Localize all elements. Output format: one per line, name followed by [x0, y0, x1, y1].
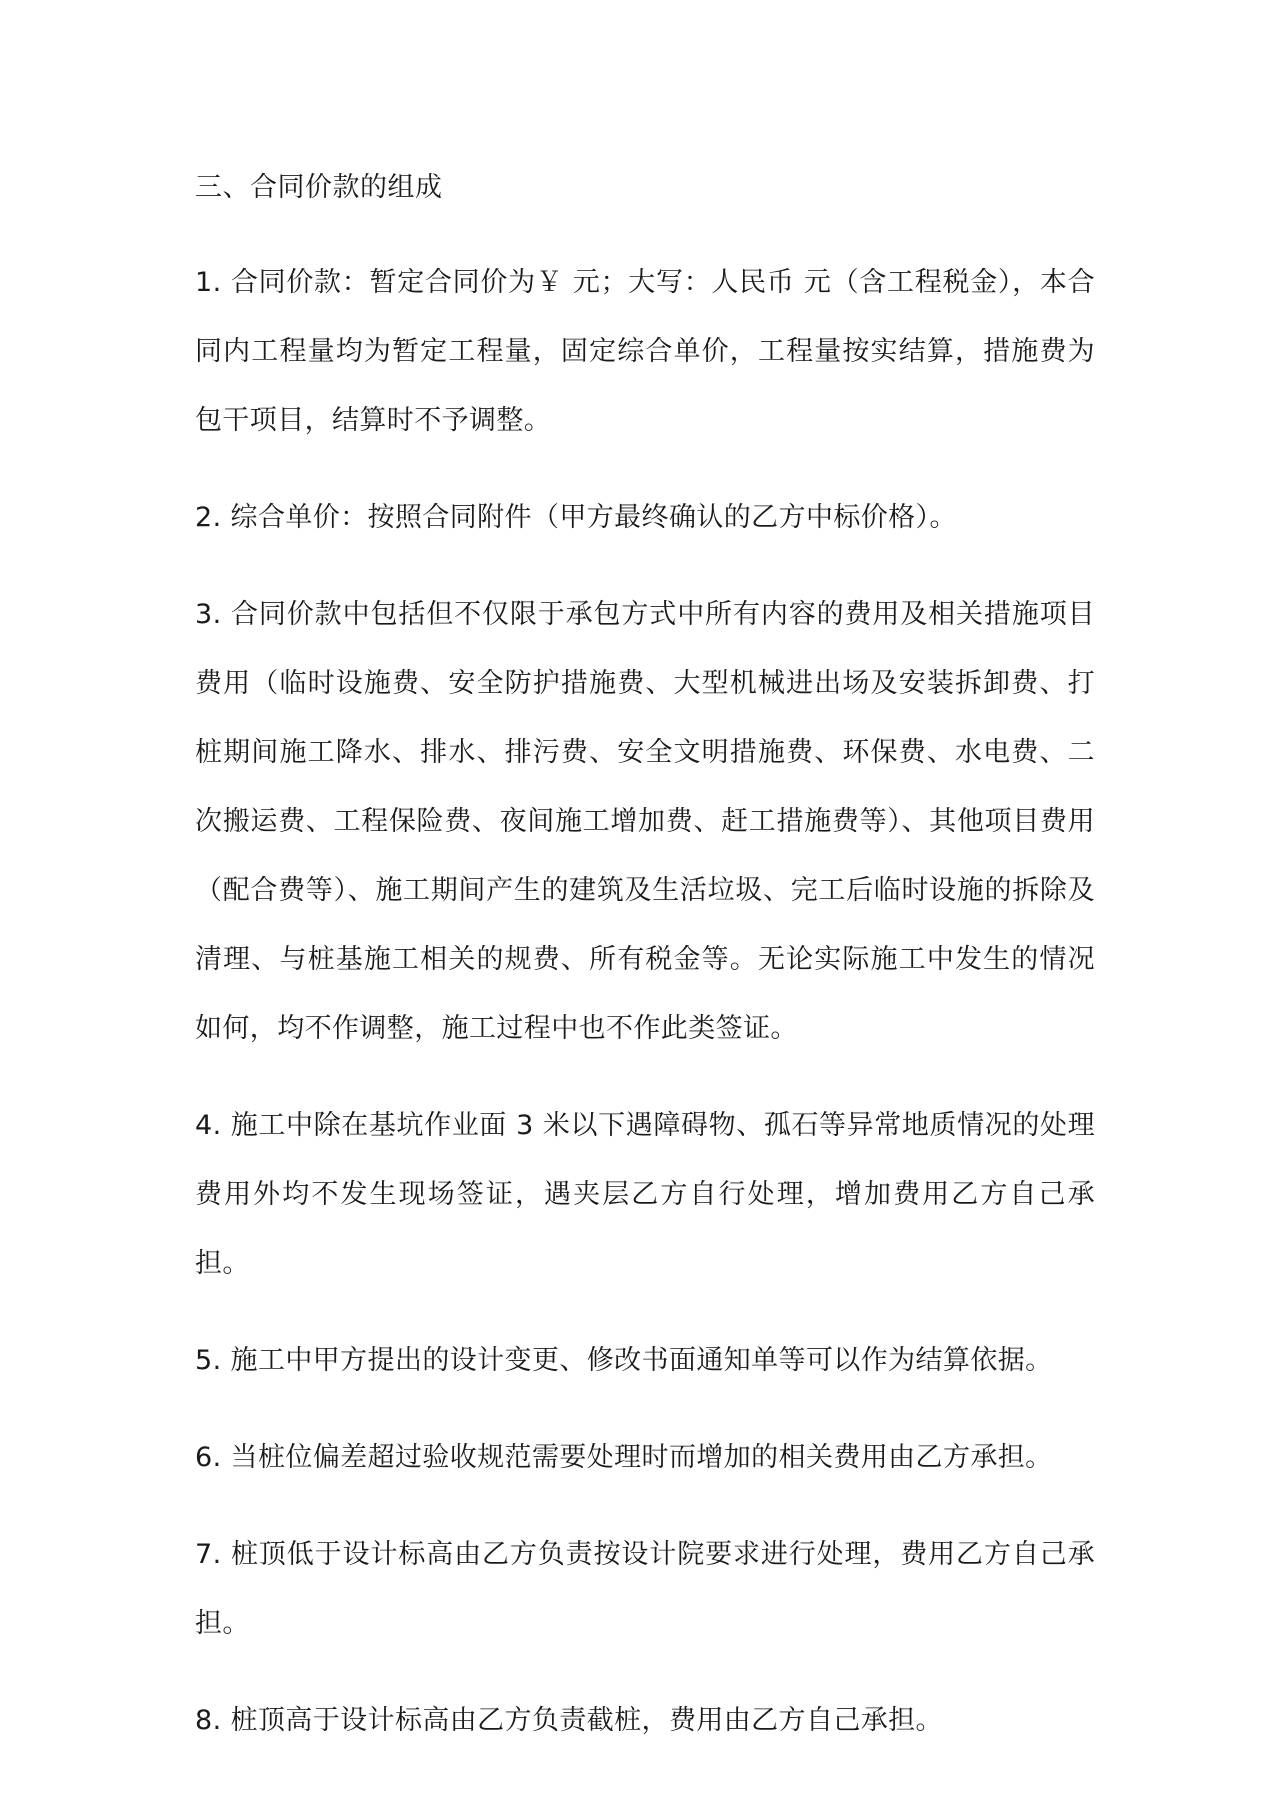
clause-text: 施工中甲方提出的设计变更、修改书面通知单等可以作为结算依据。: [230, 1345, 1053, 1376]
clause-text: 施工中除在基坑作业面 3 米以下遇障碍物、孤石等异常地质情况的处理费用外均不发生现场签证，遇夹层乙方自行处理，增加费用乙方自己承担。: [195, 1110, 1095, 1279]
clause-3: [195, 580, 1095, 1063]
clause-6: [195, 1423, 1095, 1492]
clause-2: [195, 483, 1095, 552]
clause-number: 5.: [195, 1345, 231, 1376]
clause-8: [195, 1686, 1095, 1755]
clause-5: [195, 1326, 1095, 1395]
document-body: [195, 168, 1095, 1783]
clause-number: 1.: [195, 267, 231, 298]
clause-text: 当桩位偏差超过验收规范需要处理时而增加的相关费用由乙方承担。: [230, 1442, 1053, 1473]
clause-number: 8.: [195, 1705, 231, 1736]
clause-number: 6.: [195, 1442, 231, 1473]
clause-text: 桩顶高于设计标高由乙方负责截桩，费用由乙方自己承担。: [230, 1705, 943, 1736]
clause-1: [195, 248, 1095, 455]
clause-text: 合同价款中包括但不仅限于承包方式中所有内容的费用及相关措施项目费用（临时设施费、安全防护措施费、大型机械进出场及安装拆卸费、打桩期间施工降水、排水、排污费、安全文明措施费、环保费、水电费、二次搬运费、工程保险费、夜间施工增加费、赶工措施费等）、其他项目费用（配合费等）、施工期间产生的建筑及生活垃圾、完工后临时设施的拆除及清理、与桩基施工相关的规费、所有税金等。无论实际施工中发生的情况如何，均不作调整，施工过程中也不作此类签证。: [195, 599, 1095, 1044]
clause-text: 合同价款：暂定合同价为￥ 元；大写：人民币 元（含工程税金），本合同内工程量均为暂定工程量，固定综合单价，工程量按实结算，措施费为包干项目，结算时不予调整。: [195, 267, 1095, 436]
clause-text: 综合单价：按照合同附件（甲方最终确认的乙方中标价格）。: [230, 502, 957, 533]
clause-4: [195, 1091, 1095, 1298]
section-title: 三、合同价款的组成: [195, 172, 443, 203]
clause-number: 3.: [195, 599, 232, 630]
clause-number: 4.: [195, 1110, 231, 1141]
clause-number: 7.: [195, 1539, 232, 1570]
clause-number: 2.: [195, 502, 231, 533]
clause-7: [195, 1520, 1095, 1658]
clause-text: 桩顶低于设计标高由乙方负责按设计院要求进行处理，费用乙方自己承担。: [195, 1539, 1095, 1639]
